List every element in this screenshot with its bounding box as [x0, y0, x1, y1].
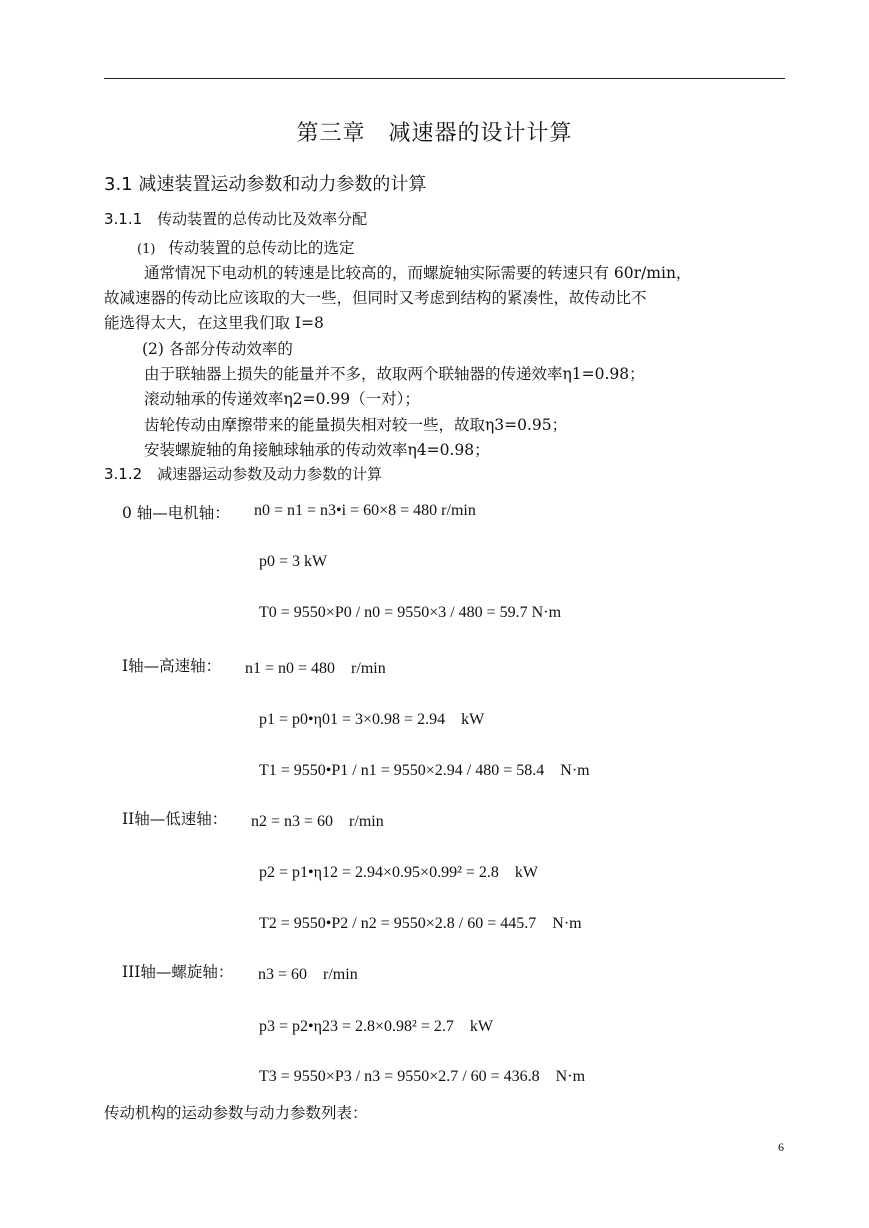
- shaft-2-label: II轴—低速轴：: [122, 810, 228, 828]
- subsection-heading-3-1-1: 3.1.1 传动装置的总传动比及效率分配: [104, 210, 368, 228]
- paragraph-line-1: 通常情况下电动机的转速是比较高的，而螺旋轴实际需要的转速只有 60r/min，: [144, 264, 692, 282]
- efficiency-bearing: 滚动轴承的传递效率η2=0.99（一对）；: [144, 390, 420, 408]
- chapter-title: 第三章 减速器的设计计算: [296, 121, 573, 146]
- efficiency-gear: 齿轮传动由摩擦带来的能量损失相对较一些，故取η3=0.95；: [144, 416, 568, 434]
- shaft-0-torque-equation: T0 = 9550×P0 / n0 = 9550×3 / 480 = 59.7 N·m: [259, 604, 562, 621]
- shaft-0-speed-equation: n0 = n1 = n3•i = 60×8 = 480 r/min: [254, 502, 476, 519]
- shaft-1-power-equation: p1 = p0•η01 = 3×0.98 = 2.94 kW: [259, 711, 485, 728]
- item-1-text: 传动装置的总传动比的选定: [168, 239, 355, 257]
- paragraph-line-3: 能选得太大，在这里我们取 I=8: [104, 314, 324, 332]
- paragraph-line-2: 故减速器的传动比应该取的大一些，但同时又考虑到结构的紧凑性，故传动比不: [104, 289, 647, 307]
- shaft-0-label: 0 轴—电机轴：: [122, 504, 230, 522]
- shaft-2-torque-equation: T2 = 9550•P2 / n2 = 9550×2.8 / 60 = 445.7 N·m: [259, 915, 582, 932]
- section-title: 3.1 减速装置运动参数和动力参数的计算: [104, 174, 427, 195]
- table-caption: 传动机构的运动参数与动力参数列表：: [104, 1104, 368, 1122]
- item-1: [137, 236, 354, 258]
- shaft-2-speed-equation: n2 = n3 = 60 r/min: [251, 813, 384, 830]
- shaft-3-speed-equation: n3 = 60 r/min: [258, 966, 358, 983]
- item-1-label: (1): [137, 242, 156, 257]
- shaft-1-speed-equation: n1 = n0 = 480 r/min: [245, 660, 386, 677]
- page-number: 6: [778, 1140, 784, 1154]
- item-2: (2) 各部分传动效率的: [142, 340, 293, 358]
- subsection-heading-3-1-2: 3.1.2 减速器运动参数及动力参数的计算: [104, 465, 383, 483]
- efficiency-coupling: 由于联轴器上损失的能量并不多，故取两个联轴器的传递效率η1=0.98；: [144, 365, 645, 383]
- shaft-2-power-equation: p2 = p1•η12 = 2.94×0.95×0.99² = 2.8 kW: [259, 864, 538, 881]
- shaft-1-torque-equation: T1 = 9550•P1 / n1 = 9550×2.94 / 480 = 58.4 N·m: [259, 762, 590, 779]
- shaft-3-power-equation: p3 = p2•η23 = 2.8×0.98² = 2.7 kW: [259, 1018, 493, 1035]
- header-rule: [104, 78, 785, 79]
- shaft-3-label: III轴—螺旋轴：: [122, 963, 234, 981]
- efficiency-screw-bearing: 安装螺旋轴的角接触球轴承的传动效率η4=0.98；: [144, 441, 490, 459]
- shaft-3-torque-equation: T3 = 9550×P3 / n3 = 9550×2.7 / 60 = 436.8 N·m: [259, 1068, 586, 1085]
- shaft-1-label: I轴—高速轴：: [122, 657, 222, 675]
- shaft-0-power-equation: p0 = 3 kW: [259, 553, 328, 570]
